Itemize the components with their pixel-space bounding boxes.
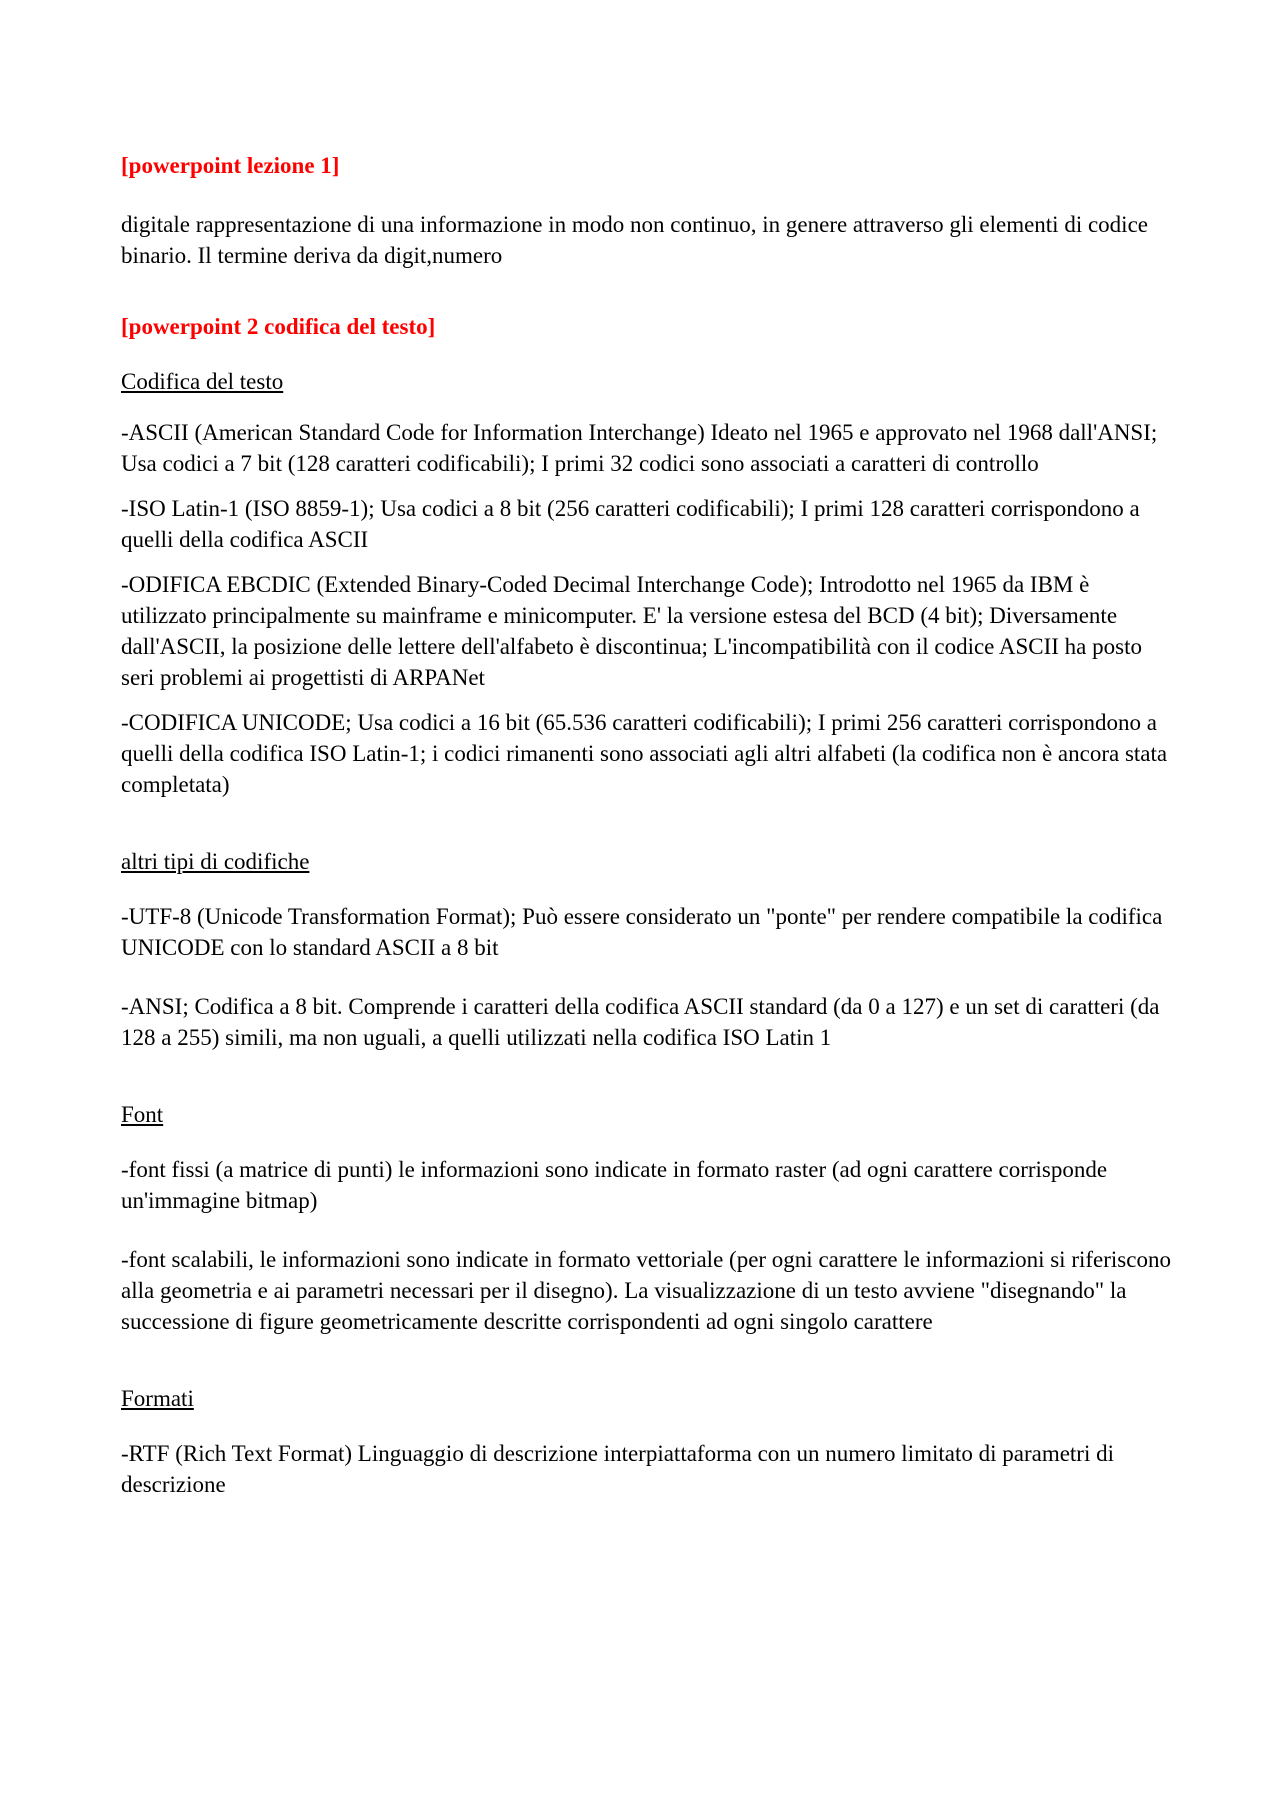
paragraph-ascii: -ASCII (American Standard Code for Information Interchange) Ideato nel 1965 e approvato nel 1968 dall'ANSI; Usa codici a 7 bit (128 caratteri codificabili); I primi 32 codici sono associati a caratteri di controllo <box>121 420 1158 476</box>
paragraph-ansi: -ANSI; Codifica a 8 bit. Comprende i caratteri della codifica ASCII standard (da 0 a 127) e un set di caratteri (da 128 a 255) simili, ma non uguali, a quelli utilizzati nella codifica ISO Latin 1 <box>121 994 1160 1050</box>
paragraph-iso-latin-1: -ISO Latin-1 (ISO 8859-1); Usa codici a 8 bit (256 caratteri codificabili); I primi 128 caratteri corrispondono a quelli della codifica ASCII <box>121 496 1140 552</box>
section-title-altri-tipi: altri tipi di codifiche <box>121 849 310 874</box>
section-title-codifica-del-testo: Codifica del testo <box>121 369 284 394</box>
section-title-formati: Formati <box>121 1386 194 1411</box>
document-page <box>121 150 1171 1500</box>
paragraph-font-fissi: -font fissi (a matrice di punti) le informazioni sono indicate in formato raster (ad ogni carattere corrisponde un'immagine bitmap) <box>121 1157 1108 1213</box>
paragraph-ebcdic: -ODIFICA EBCDIC (Extended Binary-Coded Decimal Interchange Code); Introdotto nel 1965 da IBM è utilizzato principalmente su mainframe e minicomputer. E' la versione estesa del BCD (4 bit); Diversamente dall'ASCII, la posizione delle lettere dell'alfabeto è discontinua; L'incompatibilità con il codice ASCII ha posto seri problemi ai progettisti di ARPANet <box>121 572 1142 690</box>
paragraph-utf8: -UTF-8 (Unicode Transformation Format); Può essere considerato un "ponte" per rendere compatibile la codifica UNICODE con lo standard ASCII a 8 bit <box>121 904 1163 960</box>
paragraph-font-scalabili: -font scalabili, le informazioni sono indicate in formato vettoriale (per ogni carattere le informazioni si riferiscono alla geometria e ai parametri necessari per il disegno). La visualizzazione di un testo avviene "disegnando" la successione di figure geometricamente descritte corrispondenti ad ogni singolo carattere <box>121 1247 1171 1334</box>
heading-powerpoint-lezione-1: [powerpoint lezione 1] <box>121 153 340 178</box>
section-title-font: Font <box>121 1102 164 1127</box>
paragraph-unicode: -CODIFICA UNICODE; Usa codici a 16 bit (65.536 caratteri codificabili); I primi 256 caratteri corrispondono a quelli della codifica ISO Latin-1; i codici rimanenti sono associati agli altri alfabeti (la codifica non è ancora stata completata) <box>121 710 1168 797</box>
heading-powerpoint-2: [powerpoint 2 codifica del testo] <box>121 314 436 339</box>
paragraph-digitale: digitale rappresentazione di una informazione in modo non continuo, in genere attraverso gli elementi di codice binario. Il termine deriva da digit,numero <box>121 212 1148 268</box>
paragraph-rtf: -RTF (Rich Text Format) Linguaggio di descrizione interpiattaforma con un numero limitato di parametri di descrizione <box>121 1441 1114 1497</box>
